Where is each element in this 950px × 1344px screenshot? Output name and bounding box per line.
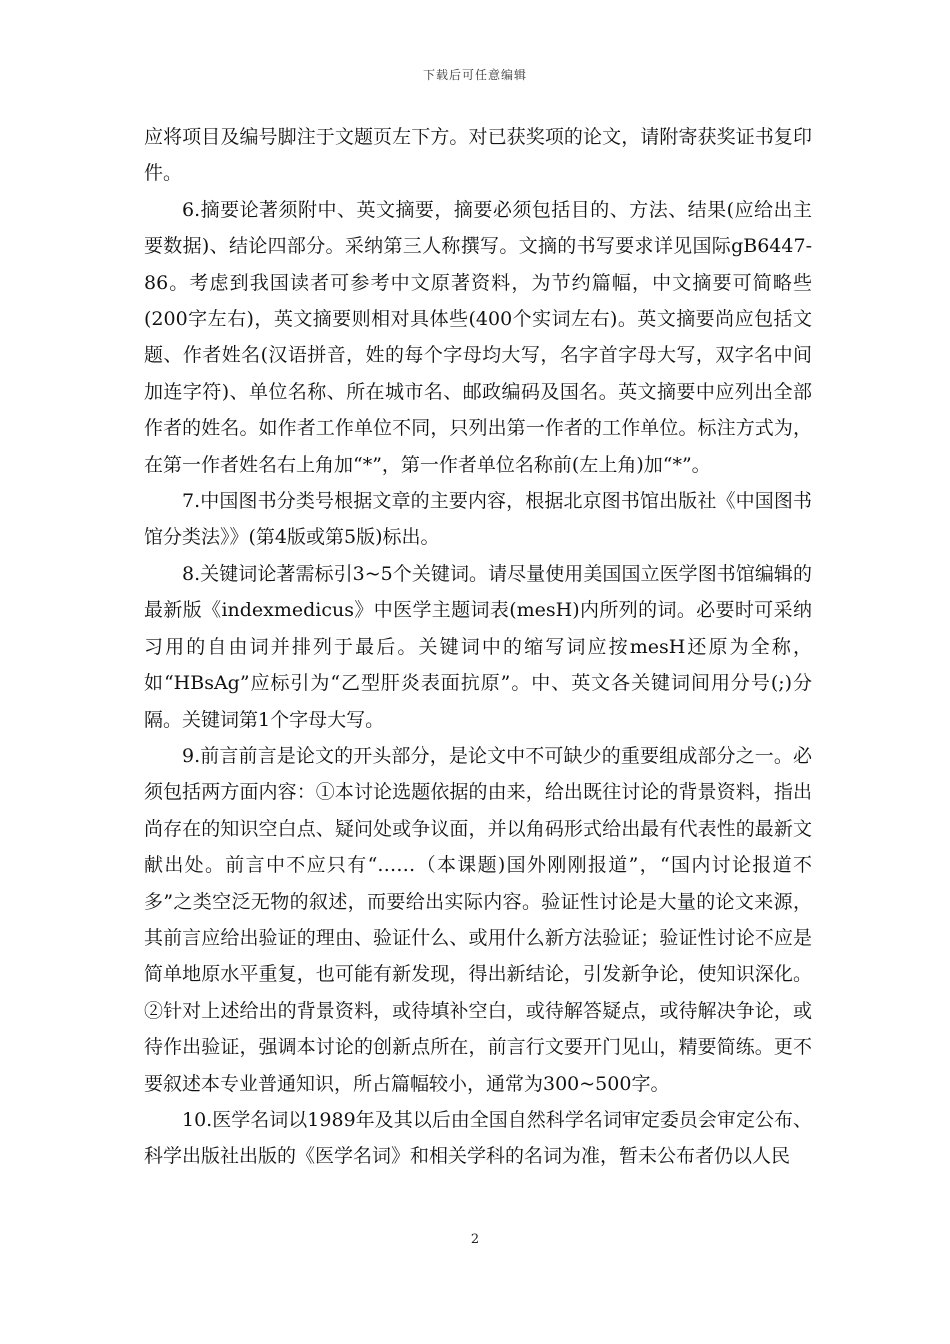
paragraph-9-introduction: 9.前言前言是论文的开头部分，是论文中不可缺少的重要组成部分之一。必须包括两方面内容：①本讨论选题依据的由来，给出既往讨论的背景资料，指出尚存在的知识空白点、疑问处或争议面，并以角码形式给出最有代表性的最新文献出处。前言中不应只有“……（本课题)国外刚刚报道”，“国内讨论报道不多”之类空泛无物的叙述，而要给出实际内容。验证性讨论是大量的论文来源，其前言应给出验证的理由、验证什么、或用什么新方法验证；验证性讨论不应是简单地原水平重复，也可能有新发现，得出新结论，引发新争论，使知识深化。②针对上述给出的背景资料，或待填补空白，或待解答疑点，或待解决争论，或待作出验证，强调本讨论的创新点所在，前言行文要开门见山，精要简练。更不要叙述本专业普通知识，所占篇幅较小，通常为300~500字。 [144,744,812,1095]
page-number: 2 [470,1232,480,1247]
page-header: 下载后可任意编辑 [422,68,527,82]
paragraph-8-keywords: 8.关键词论著需标引3~5个关键词。请尽量使用美国国立医学图书馆编辑的最新版《indexmedicus》中医学主题词表(mesH)内所列的词。必要时可采纳习用的自由词并排列于最后。关键词中的缩写词应按mesH还原为全称，如“HBsAg”应标引为“乙型肝炎表面抗原”。中、英文各关键词间用分号(;)分隔。关键词第1个字母大写。 [144,562,812,731]
paragraph-7-classification: 7.中国图书分类号根据文章的主要内容，根据北京图书馆出版社《中国图书馆分类法》》(第4版或第5版)标出。 [144,490,812,549]
paragraph-6-abstract: 6.摘要论著须附中、英文摘要，摘要必须包括目的、方法、结果(应给出主要数据)、结论四部分。采纳第三人称撰写。文摘的书写要求详见国际gB6447-86。考虑到我国读者可参考中文原著资料，为节约篇幅，中文摘要可简略些(200字左右)，英文摘要则相对具体些(400个实词左右)。英文摘要尚应包括文题、作者姓名(汉语拼音，姓的每个字母均大写，名字首字母大写，双字名中间加连字符)、单位名称、所在城市名、邮政编码及国名。英文摘要中应列出全部作者的姓名。如作者工作单位不同，只列出第一作者的工作单位。标注方式为，在第一作者姓名右上角加“*”，第一作者单位名称前(左上角)加“*”。 [144,198,812,476]
paragraph-continued: 应将项目及编号脚注于文题页左下方。对已获奖项的论文，请附寄获奖证书复印件。 [144,126,812,185]
document-body [144,119,812,1175]
paragraph-10-terminology: 10.医学名词以1989年及其以后由全国自然科学名词审定委员会审定公布、科学出版社出版的《医学名词》和相关学科的名词为准，暂未公布者仍以人民 [144,1108,812,1168]
